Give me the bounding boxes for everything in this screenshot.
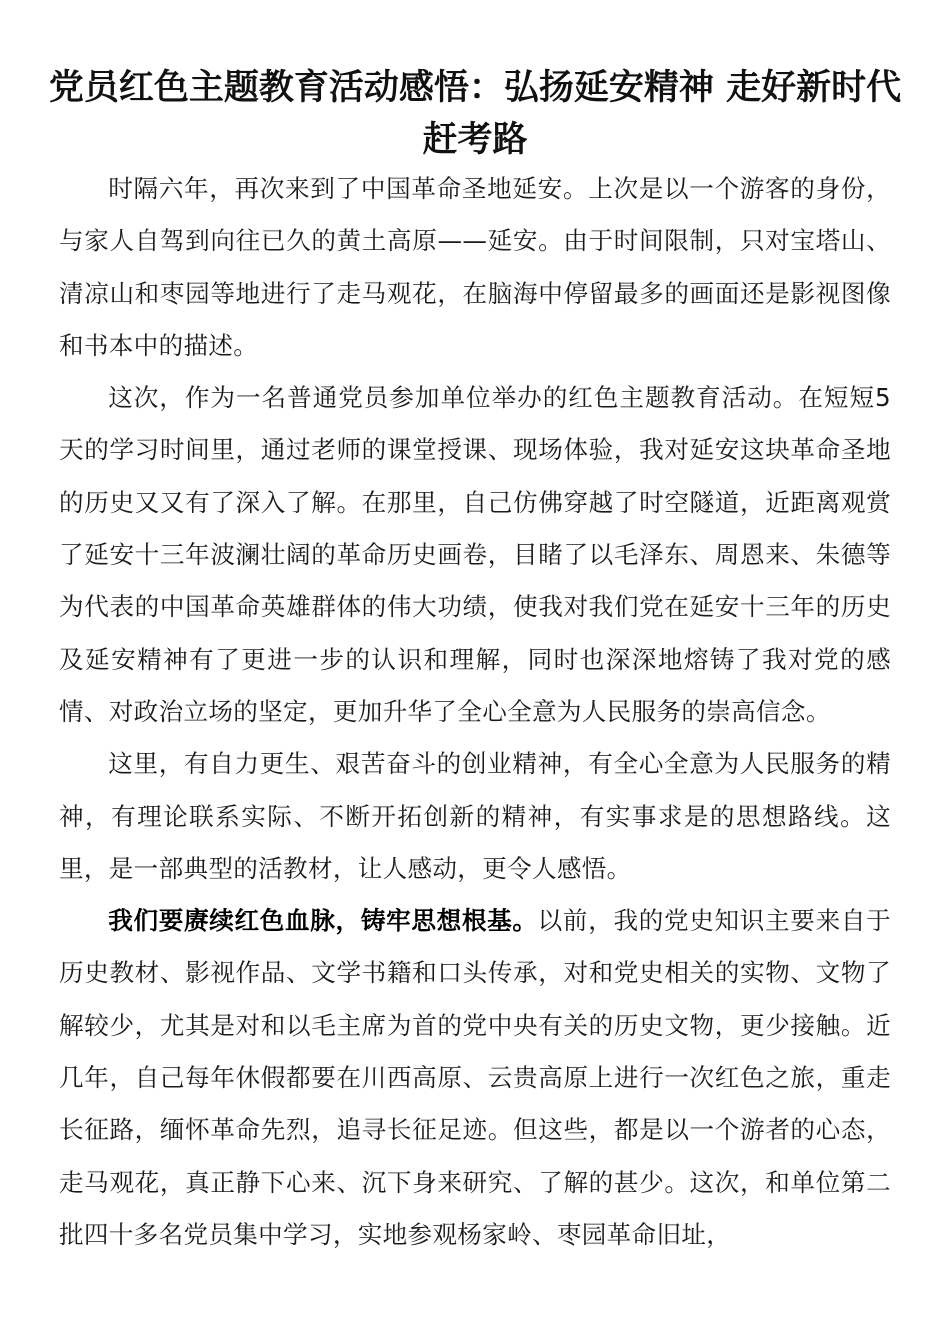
paragraph-4	[59, 895, 891, 1261]
paragraph-2	[59, 372, 891, 738]
paragraph-3	[59, 738, 891, 895]
paragraph-1	[59, 163, 891, 372]
paragraph-4-text: 以前，我的党史知识主要来自于历史教材、影视作品、文学书籍和口头传承，对和党史相关的实物、文物了解较少，尤其是对和以毛主席为首的党中央有关的历史文物，更少接触。近几年，自己每年休假都要在川西高原、云贵高原上进行一次红色之旅，重走长征路，缅怀革命先烈，追寻长征足迹。但这些，都是以一个游者的心态，走马观花，真正静下心来、沉下身来研究、了解的甚少。这次，和单位第二批四十多名党员集中学习，实地参观杨家岭、枣园革命旧址，	[59, 906, 891, 1249]
document-title: 党员红色主题教育活动感悟：弘扬延安精神 走好新时代赶考路	[48, 67, 902, 160]
paragraph-1-text: 时隔六年，再次来到了中国革命圣地延安。上次是以一个游客的身份，与家人自驾到向往已久的黄土高原——延安。由于时间限制，只对宝塔山、清凉山和枣园等地进行了走马观花，在脑海中停留最多的画面还是影视图像和书本中的描述。	[59, 174, 891, 360]
paragraph-3-text: 这里，有自力更生、艰苦奋斗的创业精神，有全心全意为人民服务的精神，有理论联系实际、不断开拓创新的精神，有实事求是的思想路线。这里，是一部典型的活教材，让人感动，更令人感悟。	[59, 749, 891, 883]
paragraph-4-bold-heading: 我们要赓续红色血脉，铸牢思想根基。	[108, 906, 538, 936]
paragraph-2-text: 这次，作为一名普通党员参加单位举办的红色主题教育活动。在短短5天的学习时间里，通过老师的课堂授课、现场体验，我对延安这块革命圣地的历史又又有了深入了解。在那里，自己仿佛穿越了时空隧道，近距离观赏了延安十三年波澜壮阔的革命历史画卷，目睹了以毛泽东、周恩来、朱德等为代表的中国革命英雄群体的伟大功绩，使我对我们党在延安十三年的历史及延安精神有了更进一步的认识和理解，同时也深深地熔铸了我对党的感情、对政治立场的坚定，更加升华了全心全意为人民服务的崇高信念。	[59, 383, 891, 726]
document-body	[59, 163, 891, 1261]
